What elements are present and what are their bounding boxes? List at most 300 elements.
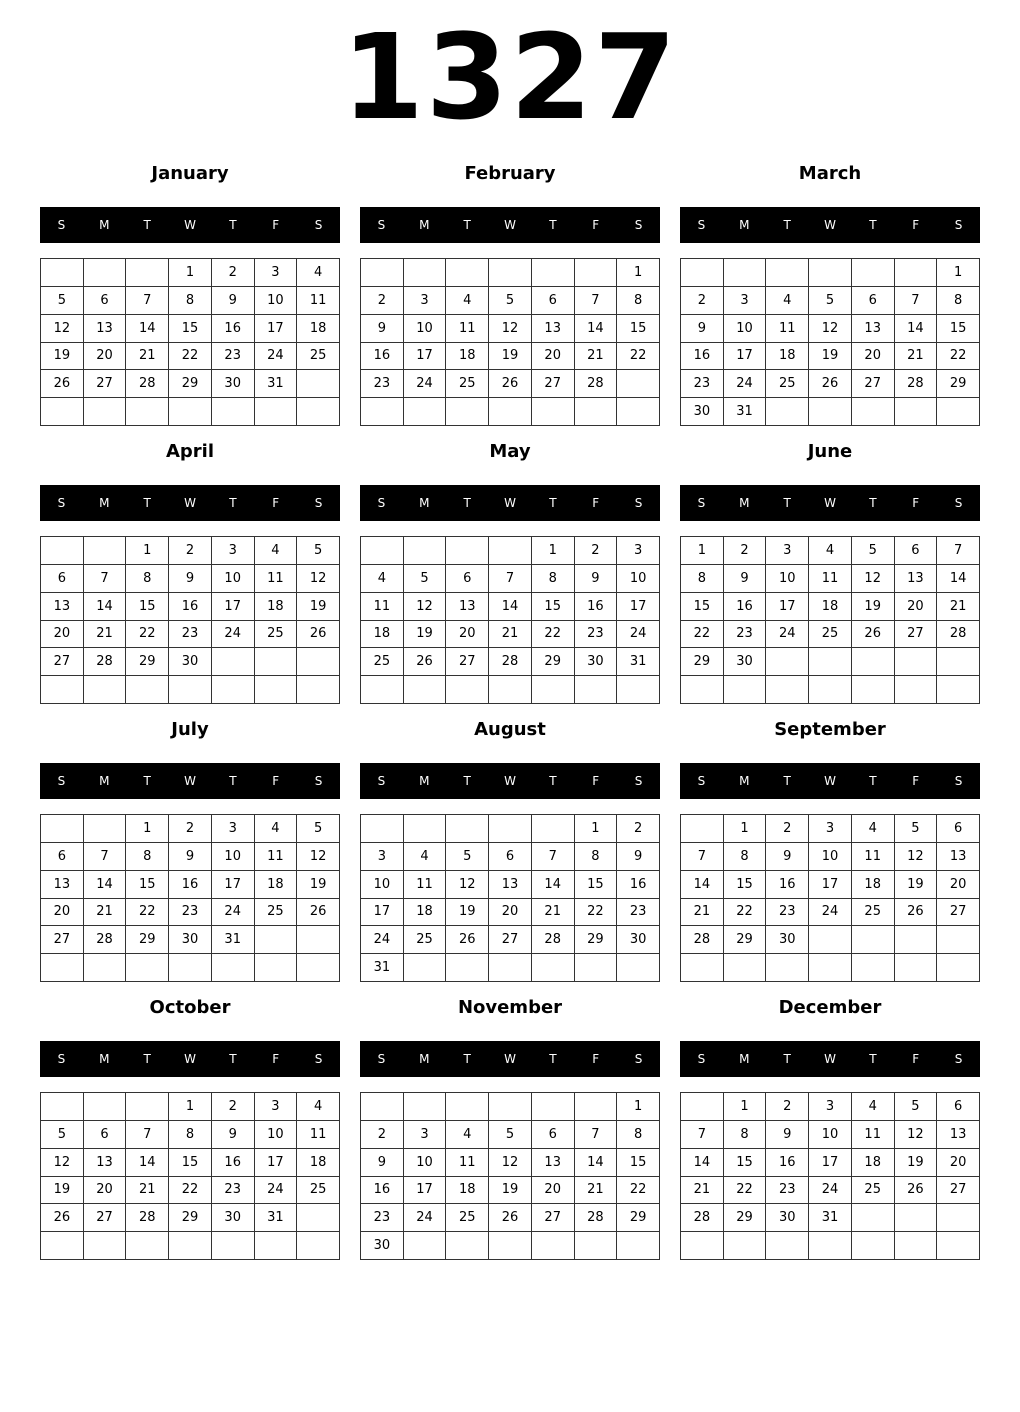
empty-day-cell	[212, 1232, 255, 1260]
day-cell: 16	[724, 593, 767, 621]
empty-day-cell	[895, 648, 938, 676]
weekday-label: T	[463, 774, 471, 788]
empty-day-cell	[126, 954, 169, 982]
day-cell: 13	[937, 1121, 980, 1149]
day-cell: 24	[724, 370, 767, 398]
empty-day-cell	[766, 954, 809, 982]
empty-day-cell	[852, 954, 895, 982]
weekday-label: S	[697, 218, 706, 232]
day-cell: 28	[126, 1204, 169, 1232]
day-cell: 14	[575, 315, 618, 343]
day-cell: 4	[404, 843, 447, 871]
day-cell: 1	[724, 1093, 767, 1121]
empty-day-cell	[361, 815, 404, 843]
day-cell: 31	[724, 398, 767, 426]
weekday-label: S	[57, 496, 66, 510]
day-cell: 3	[404, 1121, 447, 1149]
weekday-label: T	[869, 774, 877, 788]
day-cell: 29	[169, 1204, 212, 1232]
day-cell: 17	[361, 899, 404, 927]
empty-day-cell	[937, 1232, 980, 1260]
day-cell: 10	[255, 1121, 298, 1149]
day-cell: 3	[255, 1093, 298, 1121]
month-name: July	[171, 719, 209, 740]
day-cell: 13	[852, 315, 895, 343]
weekday-header	[40, 763, 340, 799]
day-cell: 3	[809, 815, 852, 843]
day-cell: 1	[126, 537, 169, 565]
day-cell: 7	[126, 287, 169, 315]
day-cell: 4	[361, 565, 404, 593]
day-cell: 7	[895, 287, 938, 315]
empty-day-cell	[852, 1204, 895, 1232]
empty-day-cell	[809, 1232, 852, 1260]
day-cell: 11	[404, 871, 447, 899]
empty-day-cell	[404, 676, 447, 704]
empty-day-cell	[297, 1204, 340, 1232]
empty-day-cell	[532, 1232, 575, 1260]
empty-day-cell	[126, 259, 169, 287]
day-cell: 18	[255, 593, 298, 621]
day-cell: 26	[489, 1204, 532, 1232]
weekday-label: W	[824, 1052, 836, 1066]
empty-day-cell	[41, 676, 84, 704]
day-cell: 6	[446, 565, 489, 593]
day-cell: 24	[212, 621, 255, 649]
day-cell: 28	[681, 926, 724, 954]
empty-day-cell	[617, 1232, 660, 1260]
weekday-label: T	[869, 1052, 877, 1066]
month-name: December	[778, 997, 882, 1018]
empty-day-cell	[126, 1232, 169, 1260]
empty-day-cell	[617, 370, 660, 398]
day-cell: 2	[212, 259, 255, 287]
day-cell: 20	[41, 621, 84, 649]
empty-day-cell	[446, 954, 489, 982]
day-cell: 21	[937, 593, 980, 621]
day-cell: 17	[724, 343, 767, 371]
day-cell: 24	[255, 343, 298, 371]
weekday-label: W	[824, 496, 836, 510]
weekday-label: S	[314, 496, 323, 510]
empty-day-cell	[575, 676, 618, 704]
day-cell: 4	[809, 537, 852, 565]
day-cell: 28	[489, 648, 532, 676]
empty-day-cell	[361, 537, 404, 565]
month-name: May	[489, 441, 531, 462]
day-cell: 1	[575, 815, 618, 843]
empty-day-cell	[937, 926, 980, 954]
day-cell: 21	[84, 899, 127, 927]
weekday-label: M	[739, 774, 750, 788]
day-cell: 16	[575, 593, 618, 621]
empty-day-cell	[126, 676, 169, 704]
weekday-label: W	[504, 496, 516, 510]
day-cell: 3	[212, 537, 255, 565]
weekday-label: M	[99, 496, 110, 510]
weekday-label: W	[504, 218, 516, 232]
weekday-label: S	[697, 496, 706, 510]
day-cell: 8	[169, 1121, 212, 1149]
day-cell: 11	[297, 1121, 340, 1149]
day-cell: 10	[212, 565, 255, 593]
day-cell: 3	[724, 287, 767, 315]
day-cell: 8	[532, 565, 575, 593]
day-cell: 3	[255, 259, 298, 287]
day-cell: 27	[532, 370, 575, 398]
weekday-header	[360, 763, 660, 799]
day-cell: 23	[212, 1177, 255, 1205]
empty-day-cell	[41, 398, 84, 426]
day-cell: 3	[617, 537, 660, 565]
day-cell: 6	[852, 287, 895, 315]
day-grid	[680, 1092, 980, 1260]
day-cell: 16	[617, 871, 660, 899]
empty-day-cell	[212, 648, 255, 676]
day-cell: 15	[126, 871, 169, 899]
day-cell: 4	[446, 287, 489, 315]
day-cell: 21	[575, 343, 618, 371]
empty-day-cell	[361, 676, 404, 704]
day-cell: 5	[852, 537, 895, 565]
day-cell: 12	[446, 871, 489, 899]
day-cell: 25	[766, 370, 809, 398]
day-cell: 21	[895, 343, 938, 371]
empty-day-cell	[84, 1093, 127, 1121]
day-cell: 12	[41, 1149, 84, 1177]
month-name: September	[774, 719, 886, 740]
empty-day-cell	[297, 370, 340, 398]
day-cell: 12	[852, 565, 895, 593]
day-cell: 7	[84, 565, 127, 593]
empty-day-cell	[361, 398, 404, 426]
day-cell: 13	[532, 315, 575, 343]
day-cell: 2	[361, 1121, 404, 1149]
day-cell: 13	[446, 593, 489, 621]
weekday-label: W	[824, 218, 836, 232]
day-cell: 13	[489, 871, 532, 899]
day-cell: 5	[297, 537, 340, 565]
empty-day-cell	[895, 676, 938, 704]
day-cell: 22	[169, 343, 212, 371]
day-cell: 31	[809, 1204, 852, 1232]
empty-day-cell	[404, 1093, 447, 1121]
day-cell: 13	[532, 1149, 575, 1177]
month-name: February	[464, 163, 556, 184]
empty-day-cell	[681, 954, 724, 982]
day-cell: 6	[532, 1121, 575, 1149]
day-cell: 18	[255, 871, 298, 899]
day-cell: 17	[212, 871, 255, 899]
weekday-label: S	[634, 496, 643, 510]
day-cell: 4	[852, 815, 895, 843]
day-cell: 22	[937, 343, 980, 371]
day-cell: 7	[681, 1121, 724, 1149]
empty-day-cell	[255, 648, 298, 676]
day-cell: 23	[361, 1204, 404, 1232]
month-name: January	[151, 163, 229, 184]
day-cell: 11	[766, 315, 809, 343]
day-cell: 17	[404, 1177, 447, 1205]
day-cell: 21	[84, 621, 127, 649]
day-cell: 11	[852, 1121, 895, 1149]
day-cell: 31	[255, 370, 298, 398]
empty-day-cell	[297, 954, 340, 982]
empty-day-cell	[446, 676, 489, 704]
day-cell: 25	[446, 370, 489, 398]
day-cell: 21	[681, 899, 724, 927]
day-cell: 7	[84, 843, 127, 871]
empty-day-cell	[297, 1232, 340, 1260]
day-cell: 16	[681, 343, 724, 371]
day-cell: 1	[724, 815, 767, 843]
day-cell: 23	[766, 899, 809, 927]
day-cell: 9	[169, 565, 212, 593]
day-cell: 14	[681, 871, 724, 899]
day-cell: 23	[169, 621, 212, 649]
month-name: October	[149, 997, 231, 1018]
day-grid	[360, 536, 660, 704]
weekday-header	[680, 485, 980, 521]
empty-day-cell	[489, 954, 532, 982]
empty-day-cell	[532, 954, 575, 982]
day-cell: 27	[446, 648, 489, 676]
day-cell: 2	[617, 815, 660, 843]
weekday-header	[40, 1041, 340, 1077]
empty-day-cell	[41, 1232, 84, 1260]
day-cell: 8	[724, 843, 767, 871]
day-cell: 19	[809, 343, 852, 371]
day-cell: 27	[895, 621, 938, 649]
day-cell: 20	[446, 621, 489, 649]
day-cell: 24	[361, 926, 404, 954]
day-cell: 30	[681, 398, 724, 426]
empty-day-cell	[84, 954, 127, 982]
empty-day-cell	[937, 954, 980, 982]
day-cell: 14	[84, 593, 127, 621]
day-cell: 5	[41, 287, 84, 315]
day-cell: 9	[617, 843, 660, 871]
day-cell: 6	[489, 843, 532, 871]
weekday-header	[360, 207, 660, 243]
empty-day-cell	[297, 648, 340, 676]
day-cell: 28	[895, 370, 938, 398]
day-cell: 29	[937, 370, 980, 398]
day-cell: 27	[41, 648, 84, 676]
day-cell: 30	[575, 648, 618, 676]
weekday-label: S	[954, 1052, 963, 1066]
day-cell: 30	[617, 926, 660, 954]
day-cell: 18	[404, 899, 447, 927]
empty-day-cell	[852, 648, 895, 676]
weekday-label: T	[229, 774, 237, 788]
empty-day-cell	[446, 1093, 489, 1121]
day-grid	[360, 814, 660, 982]
day-cell: 17	[809, 871, 852, 899]
day-cell: 4	[297, 259, 340, 287]
empty-day-cell	[852, 259, 895, 287]
empty-day-cell	[766, 1232, 809, 1260]
weekday-label: F	[592, 1052, 600, 1066]
day-cell: 12	[895, 843, 938, 871]
day-cell: 8	[681, 565, 724, 593]
day-cell: 5	[404, 565, 447, 593]
day-cell: 9	[169, 843, 212, 871]
weekday-label: T	[463, 1052, 471, 1066]
day-cell: 10	[212, 843, 255, 871]
month-name: November	[457, 997, 563, 1018]
day-cell: 22	[169, 1177, 212, 1205]
empty-day-cell	[446, 537, 489, 565]
day-cell: 21	[532, 899, 575, 927]
day-cell: 19	[297, 871, 340, 899]
day-cell: 26	[41, 370, 84, 398]
empty-day-cell	[489, 259, 532, 287]
day-cell: 28	[126, 370, 169, 398]
day-cell: 16	[766, 871, 809, 899]
empty-day-cell	[766, 259, 809, 287]
day-cell: 30	[724, 648, 767, 676]
empty-day-cell	[361, 259, 404, 287]
empty-day-cell	[724, 676, 767, 704]
weekday-label: W	[504, 774, 516, 788]
empty-day-cell	[84, 1232, 127, 1260]
day-cell: 29	[617, 1204, 660, 1232]
day-cell: 26	[895, 899, 938, 927]
empty-day-cell	[895, 954, 938, 982]
day-cell: 17	[766, 593, 809, 621]
day-cell: 19	[489, 343, 532, 371]
day-cell: 20	[895, 593, 938, 621]
day-cell: 3	[766, 537, 809, 565]
weekday-label: F	[912, 1052, 920, 1066]
empty-day-cell	[84, 676, 127, 704]
day-cell: 19	[297, 593, 340, 621]
weekday-label: F	[272, 496, 280, 510]
day-cell: 27	[84, 370, 127, 398]
day-cell: 23	[766, 1177, 809, 1205]
day-cell: 23	[681, 370, 724, 398]
day-cell: 7	[937, 537, 980, 565]
day-cell: 28	[532, 926, 575, 954]
day-cell: 4	[852, 1093, 895, 1121]
day-cell: 6	[84, 287, 127, 315]
day-cell: 5	[446, 843, 489, 871]
day-cell: 15	[724, 871, 767, 899]
day-cell: 17	[809, 1149, 852, 1177]
day-cell: 27	[41, 926, 84, 954]
day-cell: 26	[41, 1204, 84, 1232]
empty-day-cell	[575, 1232, 618, 1260]
day-cell: 13	[84, 315, 127, 343]
day-grid	[40, 536, 340, 704]
weekday-label: T	[463, 218, 471, 232]
weekday-label: S	[954, 774, 963, 788]
day-cell: 13	[937, 843, 980, 871]
day-cell: 11	[446, 315, 489, 343]
day-cell: 4	[255, 537, 298, 565]
day-cell: 20	[84, 343, 127, 371]
empty-day-cell	[617, 676, 660, 704]
day-cell: 22	[126, 621, 169, 649]
day-cell: 30	[169, 648, 212, 676]
day-cell: 18	[852, 871, 895, 899]
empty-day-cell	[169, 954, 212, 982]
day-cell: 20	[532, 343, 575, 371]
empty-day-cell	[532, 398, 575, 426]
empty-day-cell	[681, 1093, 724, 1121]
empty-day-cell	[575, 1093, 618, 1121]
day-cell: 10	[766, 565, 809, 593]
day-cell: 22	[724, 899, 767, 927]
empty-day-cell	[212, 954, 255, 982]
empty-day-cell	[681, 1232, 724, 1260]
weekday-label: S	[57, 218, 66, 232]
day-cell: 1	[169, 259, 212, 287]
empty-day-cell	[255, 1232, 298, 1260]
day-cell: 25	[297, 1177, 340, 1205]
day-cell: 27	[937, 1177, 980, 1205]
empty-day-cell	[169, 1232, 212, 1260]
empty-day-cell	[446, 259, 489, 287]
empty-day-cell	[895, 259, 938, 287]
weekday-label: M	[419, 218, 430, 232]
day-cell: 29	[169, 370, 212, 398]
day-cell: 20	[532, 1177, 575, 1205]
day-cell: 9	[766, 843, 809, 871]
day-cell: 31	[255, 1204, 298, 1232]
day-cell: 6	[937, 1093, 980, 1121]
empty-day-cell	[724, 954, 767, 982]
day-cell: 29	[724, 1204, 767, 1232]
day-cell: 14	[126, 1149, 169, 1177]
day-cell: 31	[361, 954, 404, 982]
day-cell: 10	[724, 315, 767, 343]
day-cell: 6	[41, 565, 84, 593]
empty-day-cell	[84, 537, 127, 565]
day-cell: 14	[84, 871, 127, 899]
day-grid	[40, 258, 340, 426]
day-cell: 5	[489, 287, 532, 315]
day-cell: 23	[169, 899, 212, 927]
weekday-label: F	[272, 1052, 280, 1066]
day-cell: 19	[489, 1177, 532, 1205]
day-cell: 15	[937, 315, 980, 343]
day-cell: 22	[126, 899, 169, 927]
day-cell: 19	[895, 1149, 938, 1177]
empty-day-cell	[126, 1093, 169, 1121]
day-cell: 11	[361, 593, 404, 621]
day-cell: 29	[126, 926, 169, 954]
day-cell: 24	[255, 1177, 298, 1205]
day-cell: 15	[169, 1149, 212, 1177]
day-cell: 1	[937, 259, 980, 287]
day-cell: 10	[404, 1149, 447, 1177]
day-cell: 8	[937, 287, 980, 315]
day-cell: 13	[895, 565, 938, 593]
day-cell: 2	[212, 1093, 255, 1121]
weekday-label: T	[869, 218, 877, 232]
day-cell: 8	[126, 843, 169, 871]
weekday-label: S	[634, 1052, 643, 1066]
day-cell: 3	[809, 1093, 852, 1121]
day-cell: 7	[575, 287, 618, 315]
day-cell: 9	[361, 315, 404, 343]
day-cell: 3	[212, 815, 255, 843]
day-cell: 19	[41, 343, 84, 371]
day-cell: 23	[361, 370, 404, 398]
day-cell: 20	[852, 343, 895, 371]
